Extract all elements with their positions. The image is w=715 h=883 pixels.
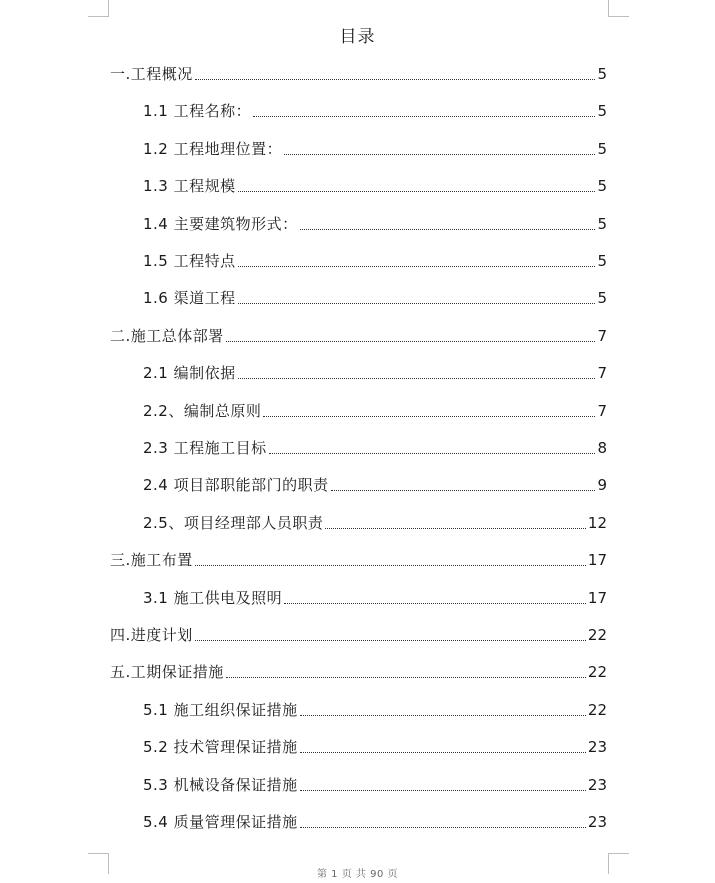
toc-entry-label: 1.6 渠道工程	[143, 289, 236, 308]
toc-entry-label: 5.3 机械设备保证措施	[143, 775, 298, 794]
toc-entry-page-number: 23	[587, 813, 607, 831]
toc-entry[interactable]	[110, 322, 607, 346]
toc-entry-page-number: 5	[597, 252, 607, 270]
toc-dot-leader	[263, 415, 595, 417]
toc-entry[interactable]	[110, 546, 607, 570]
toc-entry-label: 2.4 项目部职能部门的职责	[143, 476, 329, 495]
toc-entry[interactable]	[143, 471, 607, 495]
toc-entry[interactable]	[110, 60, 607, 84]
toc-dot-leader	[284, 153, 595, 155]
toc-dot-leader	[253, 115, 595, 117]
toc-entry[interactable]	[143, 397, 607, 421]
toc-entry[interactable]	[110, 621, 607, 645]
toc-entry-label: 一.工程概况	[110, 65, 193, 83]
toc-entry[interactable]	[143, 696, 607, 720]
toc-entry-page-number: 12	[587, 513, 607, 532]
toc-dot-leader	[195, 564, 586, 566]
toc-entry[interactable]	[143, 247, 607, 271]
toc-title: 目录	[339, 27, 376, 47]
toc-entry-page-number: 7	[597, 401, 607, 420]
toc-entry-label: 1.2 工程地理位置：	[143, 139, 283, 158]
toc-entry-page-number: 5	[597, 177, 607, 196]
toc-entry-label: 2.1 编制依据	[143, 364, 236, 383]
toc-entry-label: 2.5、项目经理部人员职责	[143, 513, 324, 532]
toc-entry[interactable]	[143, 359, 607, 383]
toc-entry-page-number: 22	[587, 700, 607, 719]
toc-entry-page-number: 8	[597, 439, 607, 457]
toc-dot-leader	[238, 265, 596, 267]
toc-entry-page-number: 17	[587, 588, 607, 607]
toc-entry-label: 三.施工布置	[110, 551, 193, 570]
toc-entry-page-number: 17	[587, 551, 607, 570]
toc-dot-leader	[300, 751, 586, 753]
toc-entry-label: 5.4 质量管理保证措施	[143, 813, 298, 831]
toc-entry[interactable]	[143, 808, 607, 832]
toc-entry-label: 1.1 工程名称：	[143, 102, 252, 121]
toc-entry[interactable]	[143, 172, 607, 196]
toc-entry-page-number: 5	[597, 102, 607, 121]
toc-dot-leader	[331, 489, 596, 491]
toc-dot-leader	[238, 377, 596, 379]
toc-entry-page-number: 5	[597, 289, 607, 308]
toc-entry-page-number: 22	[587, 663, 607, 682]
toc-entry-label: 5.1 施工组织保证措施	[143, 700, 298, 719]
toc-entry-label: 五.工期保证措施	[110, 663, 224, 682]
toc-entry[interactable]	[143, 733, 607, 757]
toc-entry-page-number: 7	[597, 326, 607, 345]
toc-dot-leader	[300, 826, 586, 828]
toc-entry-page-number: 9	[597, 476, 607, 495]
toc-entry-page-number: 7	[597, 364, 607, 383]
toc-entry-label: 1.4 主要建筑物形式：	[143, 214, 298, 233]
toc-dot-leader	[238, 302, 596, 304]
toc-entry-page-number: 23	[587, 775, 607, 794]
toc-entry-page-number: 5	[597, 214, 607, 233]
toc-entry[interactable]	[143, 97, 607, 121]
toc-entry-page-number: 23	[587, 738, 607, 757]
toc-dot-leader	[226, 340, 596, 342]
page-corner-mark-top-right	[608, 0, 629, 17]
toc-entry-label: 二.施工总体部署	[110, 326, 224, 345]
toc-entry[interactable]	[143, 771, 607, 795]
toc-entry-label: 3.1 施工供电及照明	[143, 588, 283, 607]
toc-dot-leader	[238, 190, 596, 192]
toc-dot-leader	[269, 452, 596, 454]
toc-dot-leader	[300, 714, 586, 716]
toc-entry[interactable]	[143, 434, 607, 458]
toc-entry[interactable]	[143, 210, 607, 234]
toc-entry[interactable]	[143, 284, 607, 308]
toc-dot-leader	[226, 676, 586, 678]
toc-entry-label: 5.2 技术管理保证措施	[143, 738, 298, 757]
toc-entry[interactable]	[143, 135, 607, 159]
toc-entry-label: 1.3 工程规模	[143, 177, 236, 196]
toc-entry-page-number: 5	[597, 65, 607, 83]
toc-entry-label: 1.5 工程特点	[143, 252, 236, 270]
toc-dot-leader	[300, 789, 586, 791]
toc-dot-leader	[284, 602, 586, 604]
toc-entry[interactable]	[143, 509, 607, 533]
page-footer: 第 1 页 共 90 页	[317, 869, 398, 880]
toc-entry-label: 2.2、编制总原则	[143, 401, 262, 420]
page-corner-mark-top-left	[88, 0, 109, 17]
toc-entry-page-number: 5	[597, 139, 607, 158]
toc-entry-page-number: 22	[587, 626, 607, 644]
toc-dot-leader	[325, 527, 586, 529]
toc-entry[interactable]	[110, 658, 607, 682]
toc-entry-label: 2.3 工程施工目标	[143, 439, 267, 457]
toc-dot-leader	[195, 78, 596, 80]
toc-entry[interactable]	[143, 584, 607, 608]
toc-dot-leader	[195, 639, 586, 641]
toc-entry-label: 四.进度计划	[110, 626, 193, 644]
toc-dot-leader	[300, 228, 596, 230]
